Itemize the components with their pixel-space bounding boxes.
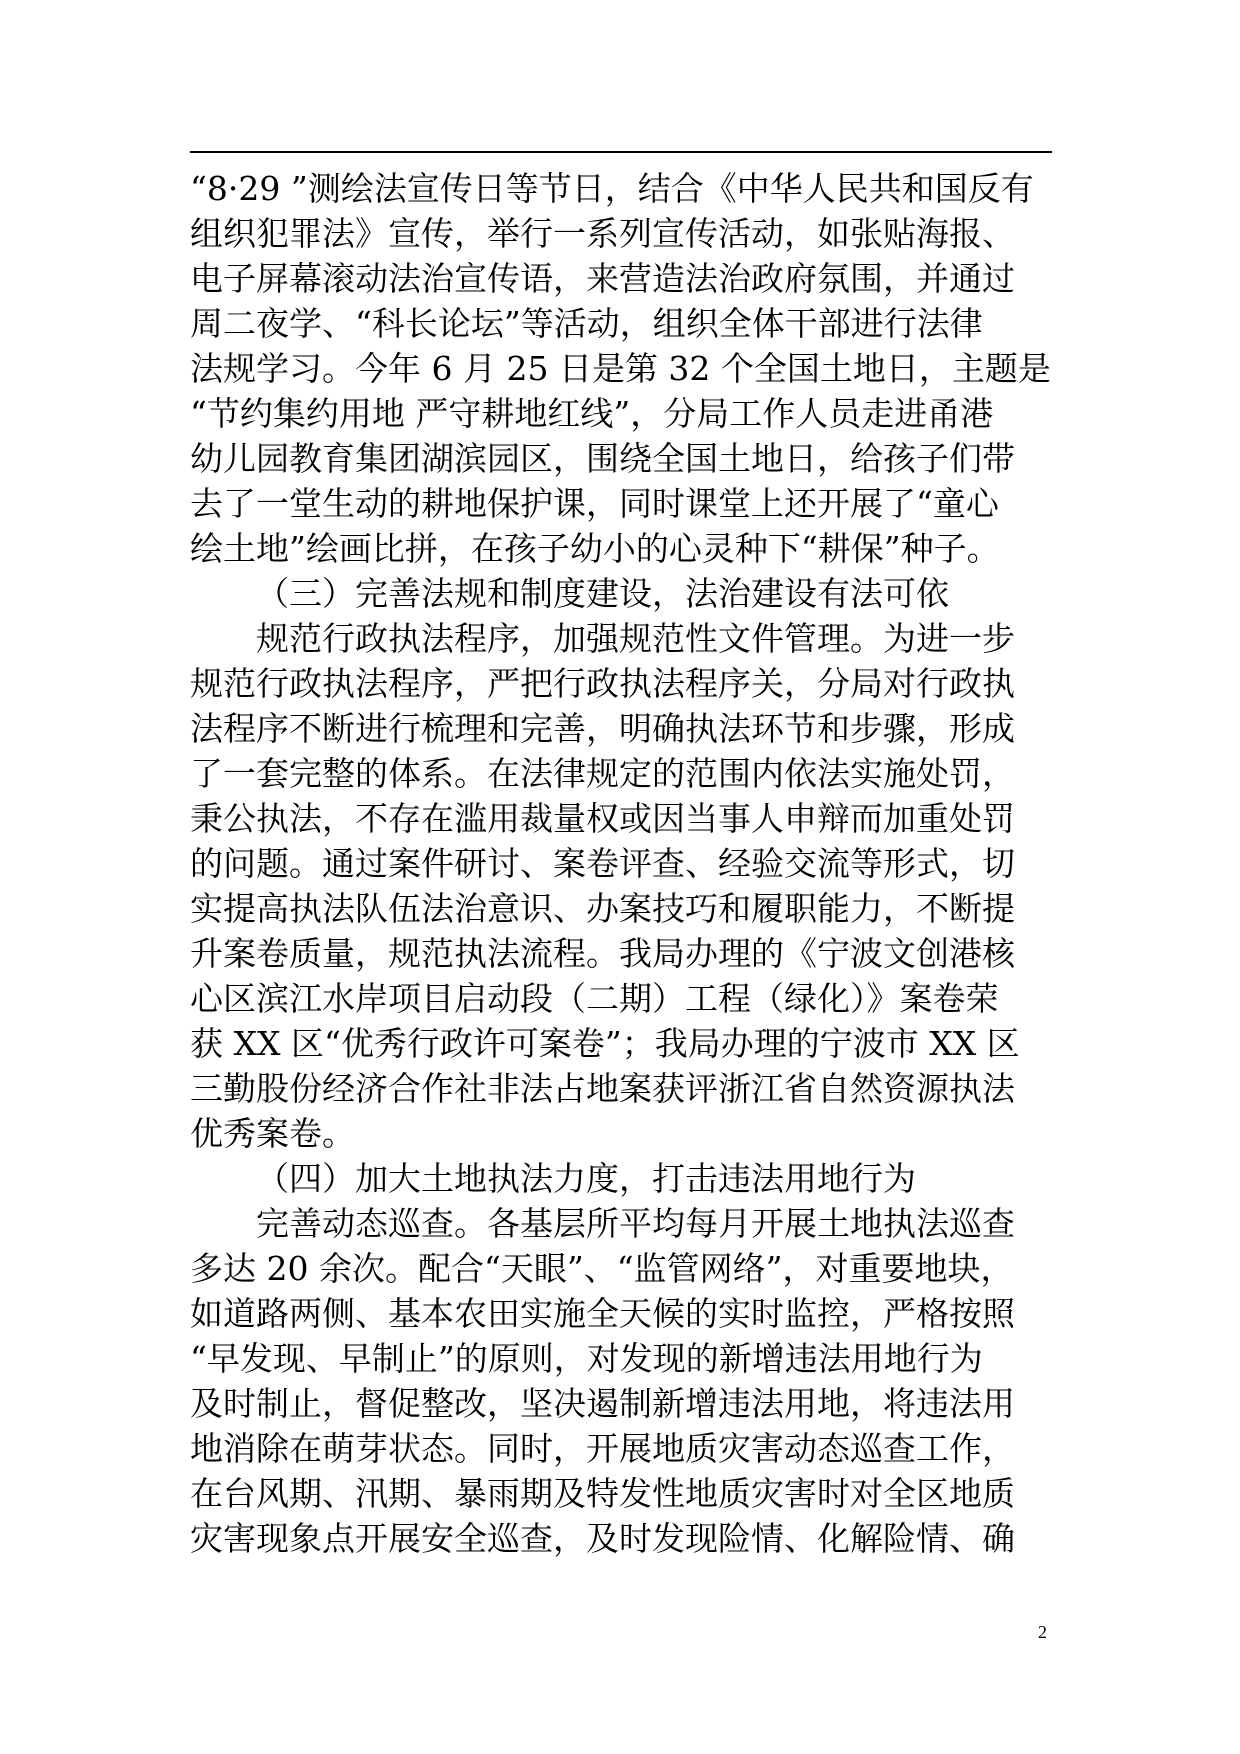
text-line: 周二夜学、“科长论坛”等活动，组织全体干部进行法律	[190, 304, 983, 343]
text-line: 在台风期、汛期、暴雨期及特发性地质灾害时对全区地质	[190, 1474, 1015, 1513]
text-line: “8·29 ”测绘法宣传日等节日，结合《中华人民共和国反有	[190, 169, 1034, 208]
text-line: 及时制止，督促整改，坚决遏制新增违法用地，将违法用	[190, 1384, 1015, 1423]
text-line: 秉公执法，不存在滥用裁量权或因当事人申辩而加重处罚	[190, 799, 1015, 838]
page-number: 2	[1038, 1622, 1047, 1642]
text-line: 的问题。通过案件研讨、案卷评查、经验交流等形式，切	[190, 844, 1015, 883]
text-line: 法规学习。今年 6 月 25 日是第 32 个全国土地日，主题是	[190, 349, 1051, 388]
text-line: 如道路两侧、基本农田实施全天候的实时监控，严格按照	[190, 1294, 1015, 1333]
text-line: 去了一堂生动的耕地保护课，同时课堂上还开展了“童心	[190, 484, 999, 523]
text-line: 法程序不断进行梳理和完善，明确执法环节和步骤，形成	[190, 709, 1015, 748]
text-line: 升案卷质量，规范执法流程。我局办理的《宁波文创港核	[190, 934, 1015, 973]
text-line: 多达 20 余次。配合“天眼”、“监管网络”，对重要地块，	[190, 1249, 1014, 1288]
text-line: 实提高执法队伍法治意识、办案技巧和履职能力，不断提	[190, 889, 1015, 928]
header-rule	[190, 151, 1052, 153]
text-line: 三勤股份经济合作社非法占地案获评浙江省自然资源执法	[190, 1069, 1015, 1108]
text-line: 心区滨江水岸项目启动段（二期）工程（绿化）》案卷荣	[190, 979, 999, 1018]
text-line: 优秀案卷。	[190, 1114, 355, 1153]
body-text	[190, 166, 1060, 1561]
text-line: 绘土地”绘画比拼，在孩子幼小的心灵种下“耕保”种子。	[190, 529, 1000, 568]
text-line: 获 XX 区“优秀行政许可案卷”；我局办理的宁波市 XX 区	[190, 1024, 1020, 1063]
text-line: “早发现、早制止”的原则，对发现的新增违法用地行为	[190, 1339, 983, 1378]
text-line: 规范行政执法程序，加强规范性文件管理。为进一步	[256, 619, 1015, 658]
text-line: 地消除在萌芽状态。同时，开展地质灾害动态巡查工作，	[190, 1429, 1015, 1468]
text-line: 规范行政执法程序，严把行政执法程序关，分局对行政执	[190, 664, 1015, 703]
text-line: 了一套完整的体系。在法律规定的范围内依法实施处罚，	[190, 754, 1015, 793]
text-line: （三）完善法规和制度建设，法治建设有法可依	[256, 574, 949, 613]
text-line: 灾害现象点开展安全巡查，及时发现险情、化解险情、确	[190, 1519, 1015, 1558]
text-line: “节约集约用地 严守耕地红线”，分局工作人员走进甬港	[190, 394, 994, 433]
text-line: 完善动态巡查。各基层所平均每月开展土地执法巡查	[256, 1204, 1015, 1243]
text-line: （四）加大土地执法力度，打击违法用地行为	[256, 1159, 916, 1198]
text-line: 电子屏幕滚动法治宣传语，来营造法治政府氛围，并通过	[190, 259, 1015, 298]
text-line: 组织犯罪法》宣传，举行一系列宣传活动，如张贴海报、	[190, 214, 1015, 253]
text-line: 幼儿园教育集团湖滨园区，围绕全国土地日，给孩子们带	[190, 439, 1015, 478]
